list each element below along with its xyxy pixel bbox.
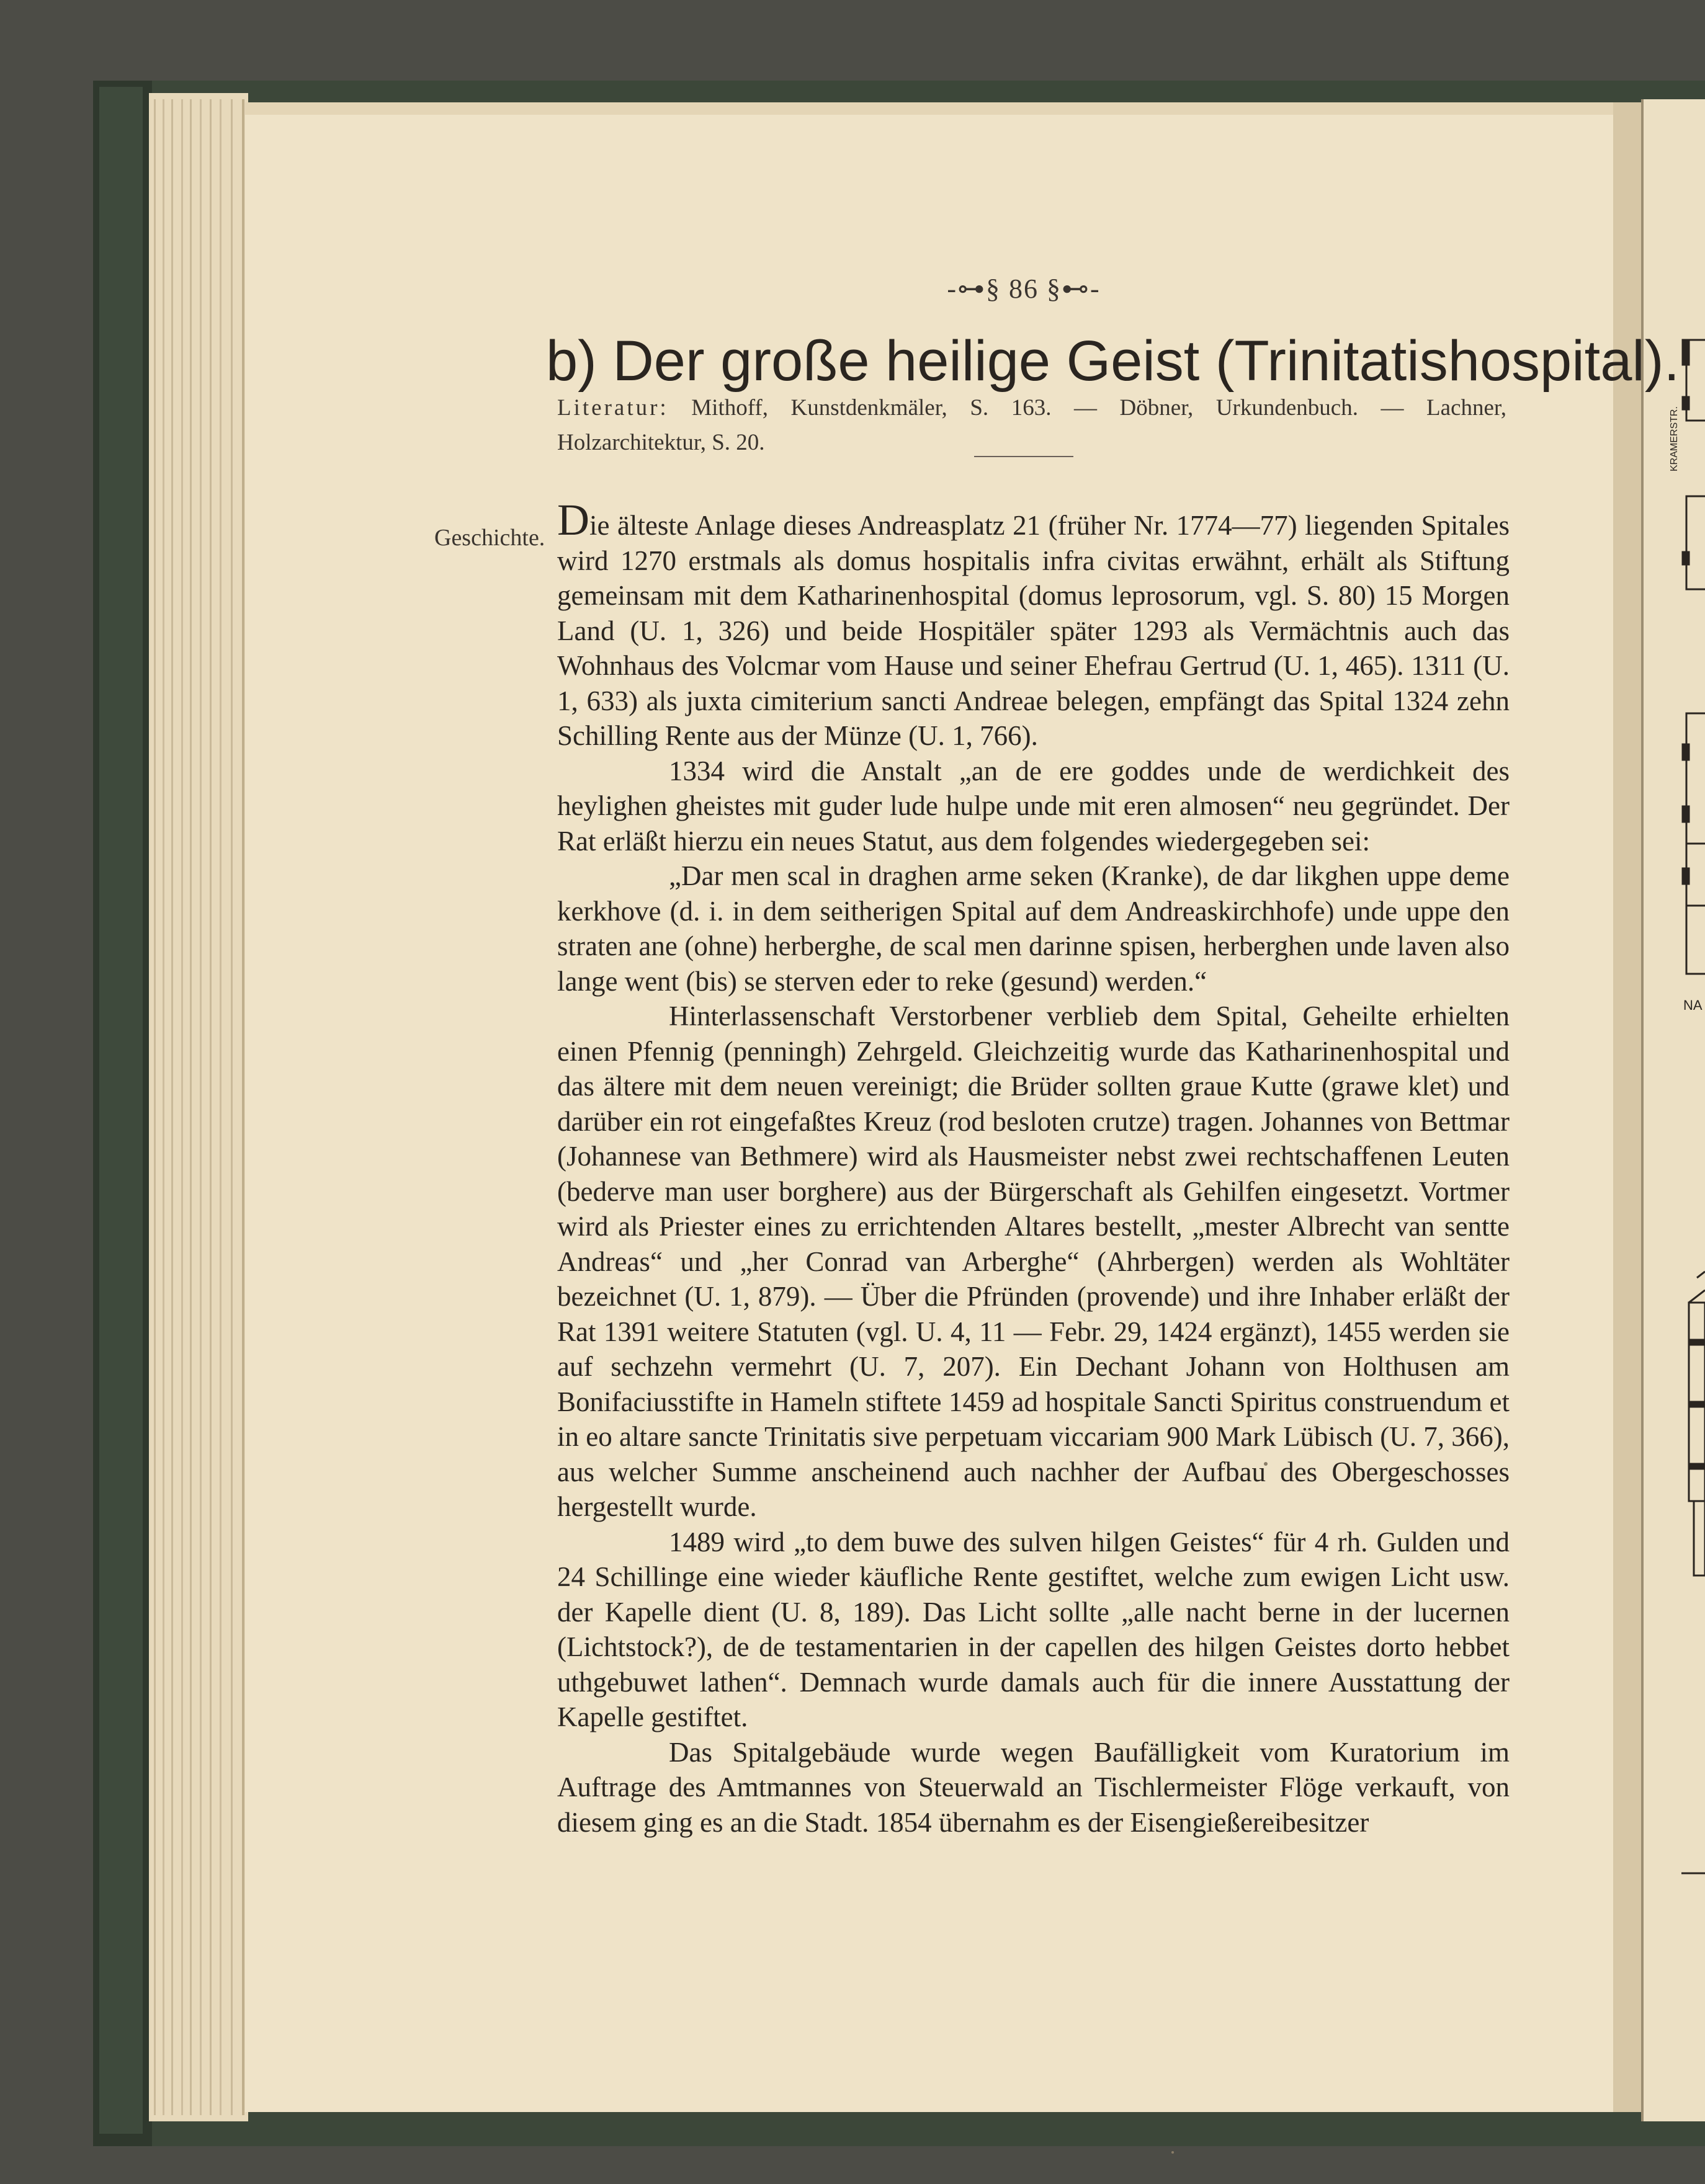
section-title: b) Der große heilige Geist (Trinitatishospital). <box>546 329 1680 393</box>
paragraph-2: 1334 wird die Anstalt „an de ere goddes unde de werdichkeit des heylighen gheistes mit guder lude hulpe unde mit eren almosen“ neu gegründet. Der Rat erläßt hierzu ein neues Statut, aus dem folgendes wiedergegeben sei: <box>557 755 1510 857</box>
paragraph-3: Hinterlassenschaft Verstorbener verblieb dem Spital, Geheilte erhielten einen Pfennig (penningh) Zehrgeld. Gleichzeitig wurde das Katharinenhospital und das ältere mit dem neuen vereinigt; die Brüder sollten graue Kutte (grawe klet) und darüber ein rot eingefaßtes Kreuz (rod besloten crutze) tragen. Johannes von Bettmar (Johannese van Bethmere) wird als Hausmeister nebst zwei rechtschaffenen Leuten (bederve man user borghere) aus der Bürgerschaft als Gehilfen eingesetzt. Vortmer wird als Priester eines zu errichtenden Altares bestellt, „mester Albrecht van sentte Andreas“ und „her Conrad van Arberghe“ (Ahrbergen) werden als Wohltäter bezeichnet (U. 1, 879). — Über die Pfründen (provende) und ihre Inhaber erläßt der Rat 1391 weitere Statuten (vgl. U. 4, 11 — Febr. 29, 1424 ergänzt), 1455 werden sie auf sechzehn vermehrt (U. 7, 207). Ein Dechant Johann von Holthusen am Bonifaciusstifte in Hameln stiftete 1459 ad hospitale Sancti Spiritus construendum et in eo altare sancte Trinitatis sive perpetuam viccariam 900 Mark Lübisch (U. 7, 366), aus welcher Summe anscheinend auch nachher der Aufbau des Obergeschosses hergestellt wurde. <box>557 1001 1510 1522</box>
plan-label: NA <box>1683 997 1703 1013</box>
paragraph-4: 1489 wird „to dem buwe des sulven hilgen Geistes“ für 4 rh. Gulden und 24 Schillinge eine wieder käufliche Rente gestiftet, welche zum ewigen Licht usw. der Kapelle dient (U. 8, 189). Das Licht sollte „alle nacht berne in der lucernen (Lichtstock?), de de testamentarien in der capellen des hilgen Geistes dorto hebbet uthgebuwet lathen“. Demnach wurde damals auch für die innere Ausstattung der Kapelle gestiftet. <box>557 1526 1510 1732</box>
literature-label: Literatur: <box>557 395 669 421</box>
street-label: KRAMERSTR. <box>1669 406 1680 471</box>
page-number: 86 <box>1009 274 1039 304</box>
body-text <box>557 495 1510 1840</box>
page-number-ornament-right: §⊷- <box>1047 274 1101 304</box>
paragraph-5: Das Spitalgebäude wurde wegen Baufälligkeit vom Kuratorium im Auftrage des Amtmannes von Steuerwald an Tischlermeister Flöge verkauft, von diesem ging es an die Stadt. 1854 übernahm es der Eisengießereibesitzer <box>557 1736 1510 1838</box>
separator-rule <box>974 456 1073 457</box>
page-number-line <box>807 273 1241 305</box>
quotation: „Dar men scal in draghen arme seken (Kranke), de dar likghen uppe deme kerkhove (d. i. in dem seitherigen Spital auf dem Andreaskirchhofe) unde uppe den straten ane (ohne) herberghe, de scal men darinne spisen, herberghen unde laven also lange went (bis) se sterven eder to reke (gesund) werden.“ <box>557 860 1510 997</box>
page-number-ornament-left: -⊶§ <box>947 274 1001 304</box>
margin-note: Geschichte. <box>434 525 545 551</box>
literature-text: Mithoff, Kunstdenkmäler, S. 163. — Döbner, Urkundenbuch. — Lachner, Holzarchitektur, S. 20. <box>557 395 1507 455</box>
paragraph-1: Die älteste Anlage dieses Andreasplatz 21 (früher Nr. 1774—77) liegenden Spitales wird 1270 erstmals als domus hospitalis infra civitas erwähnt, erhält als Stiftung gemeinsam mit dem Katharinenhospital (domus leprosorum, vgl. S. 80) 15 Morgen Land (U. 1, 326) und beide Hospitäler später 1293 als Vermächtnis auch das Wohnhaus des Volcmar vom Hause und seiner Ehefrau Gertrud (U. 1, 465). 1311 (U. 1, 633) als juxta cimiterium sancti Andreae belegen, empfängt das Spital 1324 zehn Schilling Rente aus der Münze (U. 1, 766). <box>557 495 1510 751</box>
drop-cap: D <box>557 495 589 545</box>
literature-reference <box>557 391 1506 460</box>
